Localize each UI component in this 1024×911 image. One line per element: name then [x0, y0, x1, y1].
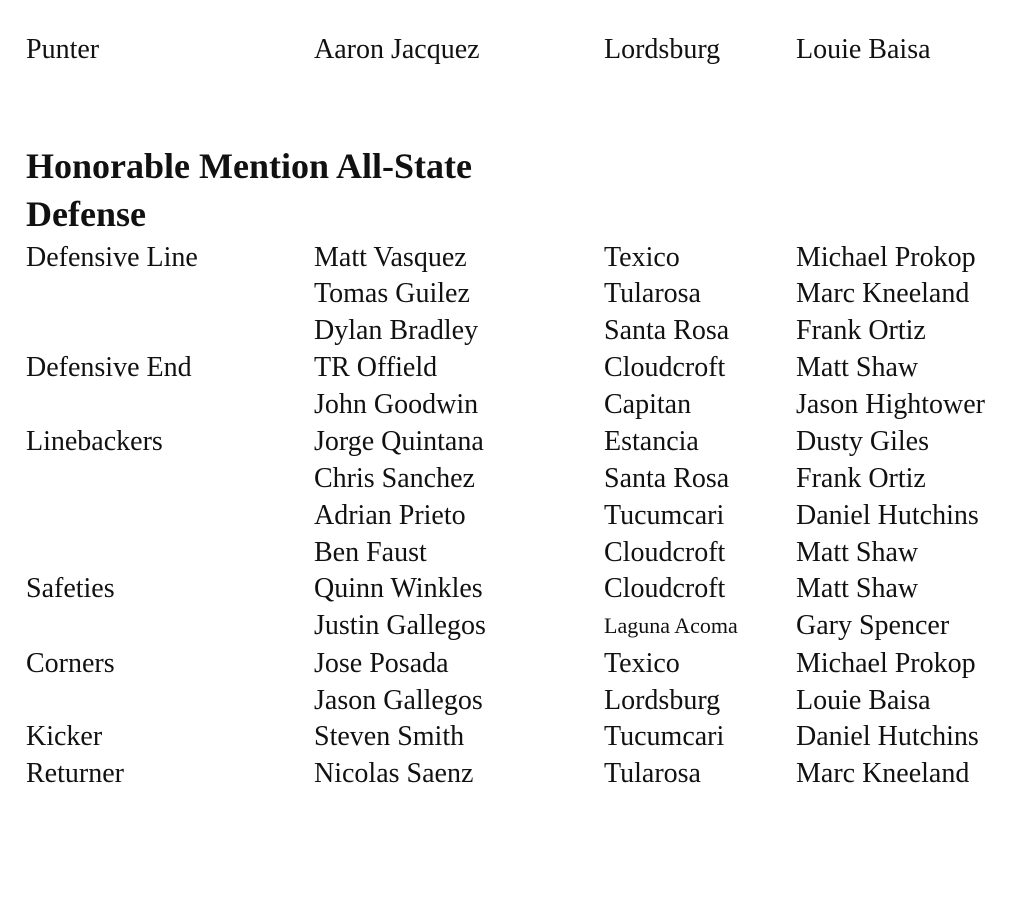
school-cell: Lordsburg [604, 34, 721, 65]
player-cell: Adrian Prieto [314, 500, 466, 531]
table-row [26, 498, 1024, 534]
position-cell: Kicker [26, 721, 103, 752]
coach-cell: Michael Prokop [796, 648, 976, 679]
coach-cell: Gary Spencer [796, 610, 950, 641]
player-cell: Tomas Guilez [314, 278, 470, 309]
school-cell: Laguna Acoma [604, 613, 738, 638]
player-cell: Matt Vasquez [314, 242, 467, 273]
position-cell: Returner [26, 758, 124, 789]
coach-cell: Daniel Hutchins [796, 721, 979, 752]
school-cell: Texico [604, 648, 680, 679]
player-cell: Jason Gallegos [314, 685, 483, 716]
table-row [26, 387, 1024, 423]
table-row [26, 719, 1024, 755]
table-row [26, 535, 1024, 571]
player-cell: Steven Smith [314, 721, 465, 752]
position-cell: Defensive End [26, 352, 192, 383]
player-cell: Nicolas Saenz [314, 758, 474, 789]
table-row [26, 313, 1024, 349]
position-cell: Punter [26, 34, 100, 65]
player-cell: Ben Faust [314, 537, 427, 568]
school-cell: Cloudcroft [604, 573, 726, 604]
table-row [26, 571, 1024, 607]
school-cell: Santa Rosa [604, 315, 730, 346]
table-row [26, 608, 1024, 644]
school-cell: Texico [604, 242, 680, 273]
player-cell: Jose Posada [314, 648, 449, 679]
player-cell: Quinn Winkles [314, 573, 483, 604]
coach-cell: Louie Baisa [796, 685, 931, 716]
table-row [26, 424, 1024, 460]
player-cell: TR Offield [314, 352, 438, 383]
school-cell: Capitan [604, 389, 692, 420]
table-row [26, 276, 1024, 312]
player-cell: Dylan Bradley [314, 315, 479, 346]
player-cell: Aaron Jacquez [314, 34, 480, 65]
coach-cell: Michael Prokop [796, 242, 976, 273]
section-subtitle: Defense [26, 194, 146, 234]
coach-cell: Louie Baisa [796, 34, 931, 65]
position-cell: Linebackers [26, 426, 163, 457]
coach-cell: Matt Shaw [796, 573, 919, 604]
table-row [26, 683, 1024, 719]
table-row-punter [26, 32, 1024, 68]
school-cell: Lordsburg [604, 685, 721, 716]
coach-cell: Marc Kneeland [796, 278, 970, 309]
coach-cell: Daniel Hutchins [796, 500, 979, 531]
player-cell: Chris Sanchez [314, 463, 475, 494]
player-cell: Justin Gallegos [314, 610, 486, 641]
table-row [26, 461, 1024, 497]
school-cell: Tularosa [604, 758, 701, 789]
school-cell: Santa Rosa [604, 463, 730, 494]
position-cell: Defensive Line [26, 242, 198, 273]
position-cell: Safeties [26, 573, 115, 604]
school-cell: Cloudcroft [604, 352, 726, 383]
table-row [26, 350, 1024, 386]
school-cell: Tucumcari [604, 721, 725, 752]
coach-cell: Frank Ortiz [796, 315, 926, 346]
school-cell: Cloudcroft [604, 537, 726, 568]
coach-cell: Matt Shaw [796, 537, 919, 568]
table-row [26, 240, 1024, 276]
table-row [26, 646, 1024, 682]
school-cell: Tucumcari [604, 500, 725, 531]
player-cell: John Goodwin [314, 389, 479, 420]
player-cell: Jorge Quintana [314, 426, 484, 457]
school-cell: Tularosa [604, 278, 701, 309]
coach-cell: Marc Kneeland [796, 758, 970, 789]
coach-cell: Matt Shaw [796, 352, 919, 383]
section-title: Honorable Mention All-State [26, 146, 472, 186]
coach-cell: Jason Hightower [796, 389, 985, 420]
school-cell: Estancia [604, 426, 699, 457]
coach-cell: Frank Ortiz [796, 463, 926, 494]
table-row [26, 756, 1024, 792]
position-cell: Corners [26, 648, 115, 679]
coach-cell: Dusty Giles [796, 426, 929, 457]
